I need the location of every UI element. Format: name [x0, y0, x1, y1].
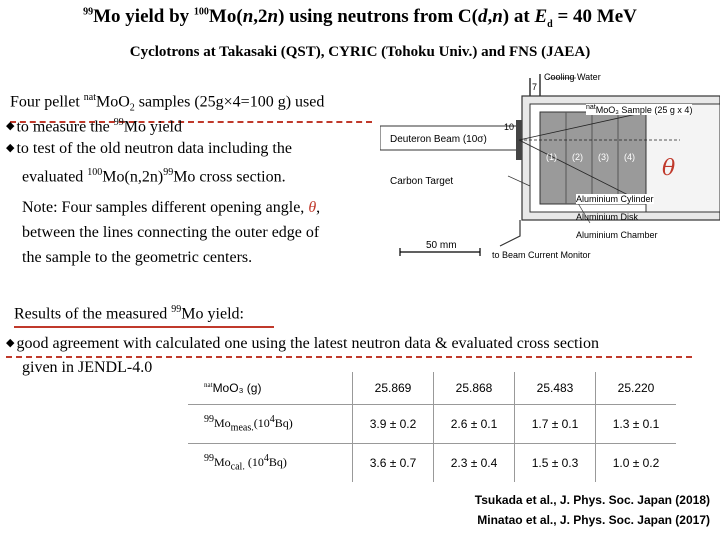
title-text-4: ) using neutrons from C(: [278, 6, 478, 27]
bullet-2-line2-prefix: evaluated: [22, 168, 88, 186]
note-theta: θ: [308, 199, 317, 216]
results-table: [188, 372, 676, 482]
table-cell-mass: 25.220: [596, 372, 677, 405]
row2-label: Mo: [214, 455, 231, 470]
table-row-measured: [188, 405, 676, 444]
label-moo3-sample: [586, 104, 692, 115]
experiment-diagram: [380, 68, 720, 268]
label-sample-2: (2): [572, 152, 583, 162]
results-heading-sup: 99: [171, 304, 182, 315]
monitor-wire: [500, 220, 520, 246]
label-carbon-target: Carbon Target: [390, 176, 454, 187]
table-cell-calculated: 2.3 ± 0.4: [434, 444, 515, 483]
label-moo3-sample-text: MoO₃ Sample (25 g x 4): [595, 105, 693, 115]
bullet-1-prefix: to measure the: [16, 118, 114, 136]
table-cell-calculated: 1.0 ± 0.2: [596, 444, 677, 483]
bullet-2-sup-99: 99: [163, 167, 174, 178]
bullet-test-neutron-data: [6, 136, 292, 161]
label-cooling-water: Cooling Water: [544, 72, 601, 82]
diamond-bullet-icon: ◆: [6, 120, 15, 133]
row1-unit-prefix: (10: [253, 416, 270, 431]
bullet-2-reaction: Mo(n,2n): [102, 168, 164, 186]
label-sample-1: (1): [546, 152, 557, 162]
table-header-text: MoO₃ (g): [212, 380, 262, 395]
row2-unit-sup: 4: [263, 453, 269, 465]
samples-sup: nat: [83, 92, 96, 103]
table-row-label-calculated: [188, 444, 353, 483]
row1-label: Mo: [214, 416, 231, 431]
table-cell-calculated: 1.5 ± 0.3: [515, 444, 596, 483]
title-italic-n1: n: [242, 6, 254, 27]
table-header-label: [188, 372, 353, 405]
label-deuteron-beam: Deuteron Beam (10σ): [390, 134, 487, 145]
table-cell-measured: 1.3 ± 0.1: [596, 405, 677, 444]
reference-1: Tsukada et al., J. Phys. Soc. Japan (2018): [474, 493, 710, 507]
table-cell-measured: 2.6 ± 0.1: [434, 405, 515, 444]
row1-unit-sup: 4: [269, 414, 275, 426]
title-sub-d: d: [547, 18, 553, 30]
aluminium-disk-shape: [646, 104, 720, 212]
table-row-header: [188, 372, 676, 405]
results-bullet-line-2: given in JENDL-4.0: [22, 359, 153, 376]
row2-unit-prefix: (10: [247, 455, 264, 470]
table-cell-mass: 25.483: [515, 372, 596, 405]
diamond-bullet-icon: ◆: [6, 337, 15, 349]
note-suffix: ,: [316, 199, 321, 216]
label-sample-4: (4): [624, 152, 635, 162]
title-text-2: Mo(: [208, 6, 243, 27]
label-aluminium-chamber: Aluminium Chamber: [576, 230, 658, 240]
title-italic-n2: n: [267, 6, 279, 27]
slide-title: [0, 6, 720, 30]
diamond-bullet-icon: ◆: [6, 142, 15, 154]
label-moo3-sample-sup: nat: [586, 104, 596, 111]
row2-label-sub: cal.: [230, 461, 245, 473]
table-row-calculated: [188, 444, 676, 483]
samples-suffix: samples (25g×4=100 g) used: [134, 93, 325, 111]
bullet-2-text: to test of the old neutron data including the: [16, 140, 292, 157]
title-italic-d: d: [477, 6, 488, 27]
row1-unit-suffix: Bq): [274, 416, 293, 431]
title-italic-e: E: [534, 6, 548, 27]
results-bullet-line-1: [6, 331, 692, 358]
references: [475, 490, 710, 530]
title-text-7: = 40 MeV: [552, 6, 637, 27]
title-sup-99: 99: [83, 6, 94, 18]
results-table-wrap: [188, 372, 676, 482]
label-beam-monitor: to Beam Current Monitor: [492, 250, 591, 260]
table-cell-mass: 25.868: [434, 372, 515, 405]
label-num-10: 10: [504, 122, 515, 132]
results-heading: [14, 298, 274, 328]
row2-label-sup: 99: [204, 453, 214, 465]
table-row-label-measured: [188, 405, 353, 444]
note-line-1: [22, 196, 320, 220]
samples-prefix: Four pellet: [10, 93, 84, 111]
label-aluminium-disk: Aluminium Disk: [576, 212, 639, 222]
title-text-6: ) at: [502, 6, 535, 27]
theta-symbol: θ: [662, 156, 676, 181]
table-header-sup: nat: [204, 380, 213, 389]
samples-formula: MoO: [95, 93, 130, 111]
samples-sub: 2: [129, 102, 135, 114]
title-sup-100: 100: [193, 6, 209, 18]
title-text-5: ,: [487, 6, 493, 27]
bullet-2-sup-100: 100: [87, 167, 103, 178]
title-italic-n3: n: [492, 6, 503, 27]
table-cell-measured: 1.7 ± 0.1: [515, 405, 596, 444]
bullet-1-sup: 99: [113, 117, 124, 128]
results-heading-suffix: Mo yield:: [181, 305, 244, 323]
row1-label-sup: 99: [204, 414, 214, 426]
row2-unit-suffix: Bq): [268, 455, 287, 470]
results-heading-prefix: Results of the measured: [14, 305, 172, 323]
label-num-7: 7: [532, 82, 538, 92]
table-cell-mass: 25.869: [353, 372, 434, 405]
reference-2: Minatao et al., J. Phys. Soc. Japan (2017): [477, 513, 710, 527]
label-sample-3: (3): [598, 152, 609, 162]
table-cell-calculated: 3.6 ± 0.7: [353, 444, 434, 483]
note-prefix: Note: Four samples different opening angle,: [22, 199, 309, 216]
bullet-1-suffix: Mo yield: [123, 118, 182, 136]
table-cell-measured: 3.9 ± 0.2: [353, 405, 434, 444]
bullet-2-suffix: Mo cross section.: [173, 168, 286, 186]
title-text-3: ,2: [253, 6, 268, 27]
results-bullet-text: good agreement with calculated one using the latest neutron data & evaluated cross section: [16, 335, 599, 352]
label-scale: 50 mm: [426, 240, 457, 251]
note-line-3: the sample to the geometric centers.: [22, 249, 253, 266]
row1-label-sub: meas.: [230, 422, 254, 434]
slide-subtitle: Cyclotrons at Takasaki (QST), CYRIC (Tohoku Univ.) and FNS (JAEA): [129, 44, 591, 60]
note-line-2: between the lines connecting the outer edge of: [22, 224, 320, 241]
label-aluminium-cylinder: Aluminium Cylinder: [576, 194, 654, 204]
title-text-1: Mo yield by: [93, 6, 194, 27]
bullet-test-neutron-data-line2: [22, 161, 286, 189]
